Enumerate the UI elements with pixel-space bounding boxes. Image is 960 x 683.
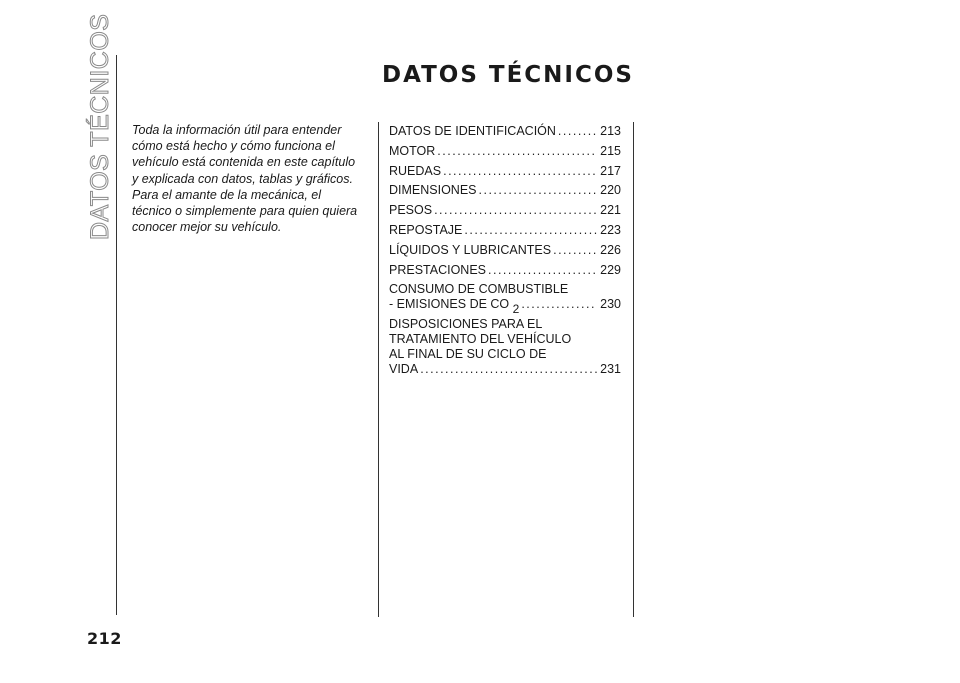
toc-leader	[443, 164, 597, 179]
toc-entry-page: 220	[600, 183, 621, 198]
toc-entry-page: 231	[600, 362, 621, 377]
toc-entry-title-text: - EMISIONES DE CO	[389, 297, 510, 312]
toc-entry-title: LÍQUIDOS Y LUBRICANTES	[389, 242, 552, 257]
toc-leader	[464, 223, 597, 238]
toc-leader	[521, 297, 597, 312]
intro-paragraph: Toda la información útil para entender cómo está hecho y cómo funciona el vehículo está contenida en este capítulo y explicada con datos, tablas y gráficos. Para el amante de la mecánica, el técnico o simplemente para quien quiera conocer mejor su vehículo.	[132, 123, 358, 235]
side-chapter-title: DATOS TÉCNICOS	[86, 13, 114, 240]
toc-entry[interactable]	[389, 243, 621, 258]
column-rule-left	[378, 122, 379, 617]
toc-entry-title-line: DISPOSICIONES PARA EL	[389, 317, 543, 332]
toc-entry[interactable]	[389, 124, 621, 139]
page-number: 212	[87, 629, 122, 648]
toc-entry-title: RUEDAS	[389, 163, 442, 178]
toc-entry[interactable]	[389, 183, 621, 198]
toc-entry-page: 215	[600, 143, 621, 158]
toc-entry-title: MOTOR	[389, 143, 436, 158]
toc-entry-page: 221	[600, 203, 621, 218]
toc-entry-page: 226	[600, 242, 621, 257]
toc-entry[interactable]	[389, 263, 621, 278]
toc-entry-title: DATOS DE IDENTIFICACIÓN	[389, 124, 556, 138]
toc-entry-title-line: CONSUMO DE COMBUSTIBLE	[389, 282, 569, 297]
co2-subscript: 2	[512, 302, 520, 317]
toc-entry-page: 229	[600, 262, 621, 277]
toc-entry[interactable]	[389, 144, 621, 159]
toc-entry-title: REPOSTAJE	[389, 222, 463, 237]
toc-entry-title-line	[389, 297, 520, 317]
toc-entry-page: 223	[600, 222, 621, 237]
chapter-title: DATOS TÉCNICOS	[381, 62, 634, 88]
toc-leader	[437, 144, 597, 159]
toc-entry-title-line: VIDA	[389, 362, 419, 377]
toc-leader	[420, 362, 597, 377]
toc-entry[interactable]	[389, 317, 621, 377]
toc-leader	[434, 203, 597, 218]
toc-leader	[553, 243, 597, 258]
toc-entry-page: 213	[600, 124, 621, 138]
toc-entry[interactable]	[389, 282, 621, 317]
toc-entry[interactable]	[389, 223, 621, 238]
toc-entry-page: 217	[600, 163, 621, 178]
toc-leader	[488, 263, 597, 278]
toc-entry-page: 230	[600, 297, 621, 312]
toc-entry-title: DIMENSIONES	[389, 183, 477, 198]
side-rule	[116, 55, 117, 615]
toc-entry-title: PESOS	[389, 203, 433, 218]
column-rule-right	[633, 122, 634, 617]
toc-entry[interactable]	[389, 203, 621, 218]
toc-leader	[558, 124, 597, 139]
toc-leader	[479, 183, 598, 198]
toc-entry-title-line: AL FINAL DE SU CICLO DE	[389, 347, 547, 362]
toc-entry-title: PRESTACIONES	[389, 262, 487, 277]
table-of-contents	[389, 124, 621, 382]
toc-entry[interactable]	[389, 164, 621, 179]
toc-entry-title-line: TRATAMIENTO DEL VEHÍCULO	[389, 332, 572, 347]
